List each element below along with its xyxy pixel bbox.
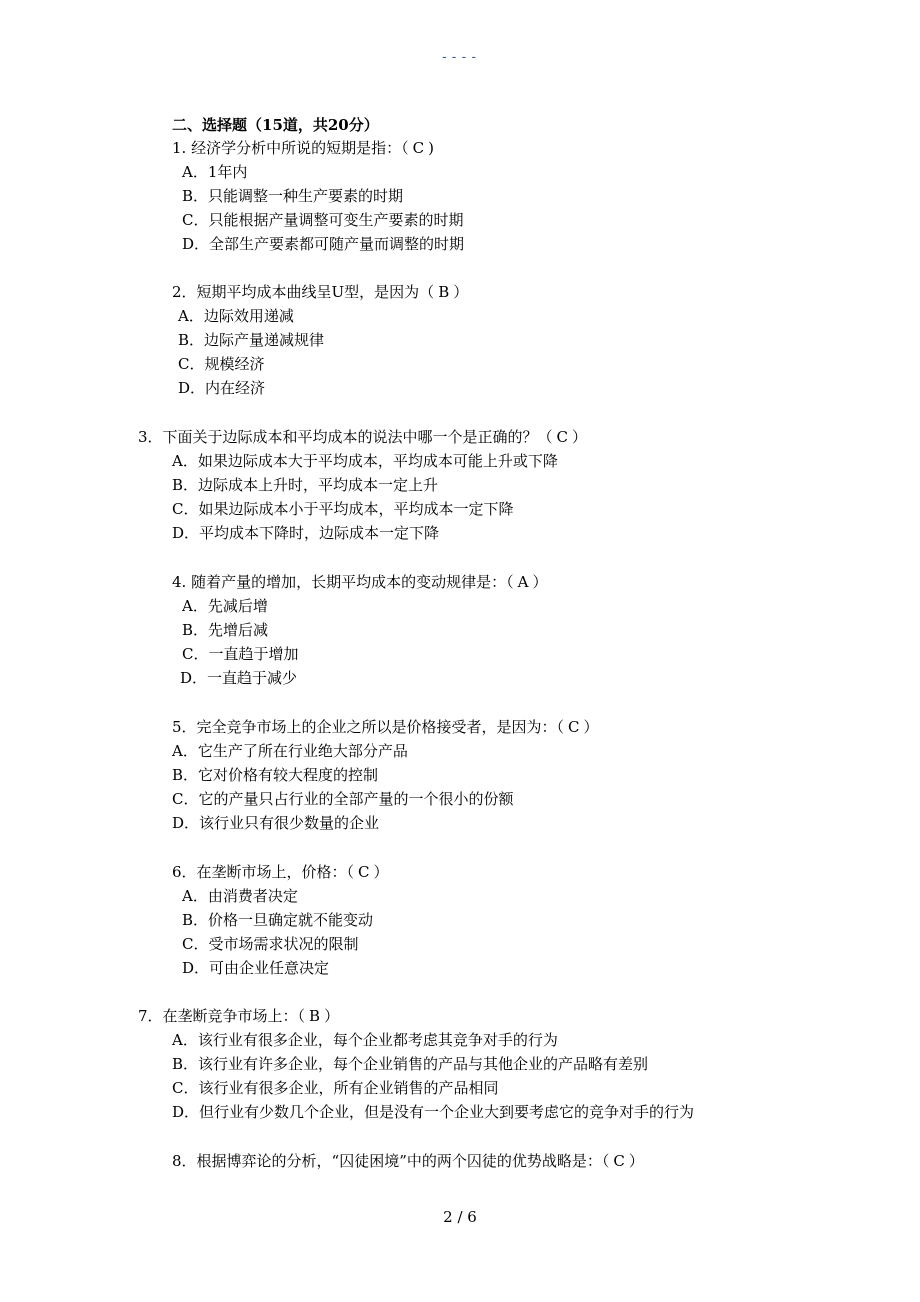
option: B．它对价格有较大程度的控制 xyxy=(172,766,379,784)
option: D．全部生产要素都可随产量而调整的时期 xyxy=(182,235,465,253)
option: C．一直趋于增加 xyxy=(182,645,299,663)
question-7 xyxy=(138,1004,694,1124)
option: B．只能调整一种生产要素的时期 xyxy=(182,187,404,205)
question-stem: 5．完全竞争市场上的企业之所以是价格接受者，是因为：（ C ） xyxy=(172,715,599,739)
question-stem: 3．下面关于边际成本和平均成本的说法中哪一个是正确的？（ C ） xyxy=(138,425,587,449)
option: A．先减后增 xyxy=(182,597,268,615)
option: C．如果边际成本小于平均成本，平均成本一定下降 xyxy=(172,500,514,518)
question-1 xyxy=(172,136,464,256)
option: A．由消费者决定 xyxy=(182,887,298,905)
option: D．一直趋于减少 xyxy=(180,669,298,687)
question-4 xyxy=(172,570,547,690)
question-8 xyxy=(172,1149,644,1173)
question-stem: 2．短期平均成本曲线呈U型，是因为（ B ） xyxy=(172,280,468,304)
option: A．边际效用递减 xyxy=(178,307,294,325)
option: C．它的产量只占行业的全部产量的一个很小的份额 xyxy=(172,790,514,808)
option: C．规模经济 xyxy=(178,355,265,373)
option: B．边际产量递减规律 xyxy=(178,331,325,349)
option: A．它生产了所在行业绝大部分产品 xyxy=(172,742,408,760)
option: A．如果边际成本大于平均成本，平均成本可能上升或下降 xyxy=(172,452,558,470)
question-stem: 4. 随着产量的增加，长期平均成本的变动规律是：（ A ） xyxy=(172,570,547,594)
question-3 xyxy=(138,425,587,545)
answer: C xyxy=(556,428,569,446)
option: D．该行业只有很少数量的企业 xyxy=(172,814,380,832)
question-stem: 8．根据博弈论的分析，“囚徒困境”中的两个囚徒的优势战略是：（ C ） xyxy=(172,1149,644,1173)
page-number: 2 / 6 xyxy=(443,1208,477,1226)
option: B．先增后减 xyxy=(182,621,269,639)
option: A．该行业有很多企业，每个企业都考虑其竞争对手的行为 xyxy=(172,1031,558,1049)
question-stem: 7．在垄断竞争市场上：（ B ） xyxy=(138,1004,694,1028)
option: D．内在经济 xyxy=(178,379,266,397)
section-title: 二、选择题（15道，共20分） xyxy=(172,116,379,134)
option: A．1年内 xyxy=(182,163,248,181)
answer: C xyxy=(358,863,370,881)
question-6 xyxy=(172,860,389,980)
answer: C xyxy=(412,139,425,157)
answer: A xyxy=(517,573,529,591)
option: B．价格一旦确定就不能变动 xyxy=(182,911,374,929)
question-stem: 6．在垄断市场上，价格：（ C ） xyxy=(172,860,389,884)
option: C．受市场需求状况的限制 xyxy=(182,935,359,953)
option: C．只能根据产量调整可变生产要素的时期 xyxy=(182,211,464,229)
answer: B xyxy=(309,1007,321,1025)
answer: B xyxy=(438,283,450,301)
option: C．该行业有很多企业，所有企业销售的产品相同 xyxy=(172,1079,499,1097)
question-stem: 1. 经济学分析中所说的短期是指：（ C ) xyxy=(172,136,464,160)
question-5 xyxy=(172,715,599,835)
answer: C xyxy=(613,1152,625,1170)
question-2 xyxy=(172,280,468,400)
answer: C xyxy=(568,718,580,736)
option: B．该行业有许多企业，每个企业销售的产品与其他企业的产品略有差别 xyxy=(172,1055,649,1073)
header-mark: ---- xyxy=(440,50,480,65)
option: D．可由企业任意决定 xyxy=(182,959,330,977)
option: D．平均成本下降时，边际成本一定下降 xyxy=(172,524,440,542)
option: B．边际成本上升时，平均成本一定上升 xyxy=(172,476,439,494)
option: D．但行业有少数几个企业，但是没有一个企业大到要考虑它的竞争对手的行为 xyxy=(172,1103,695,1121)
